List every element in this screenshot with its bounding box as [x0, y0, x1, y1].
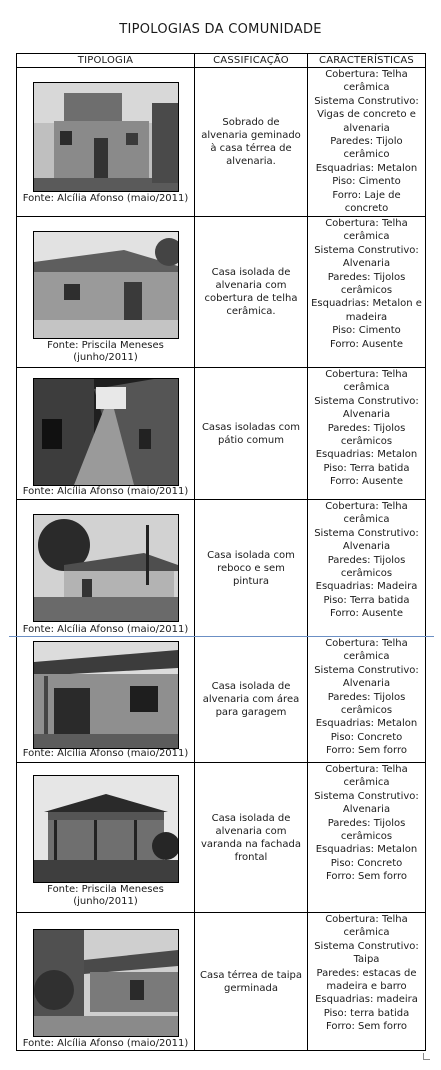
typology-cell	[17, 68, 195, 217]
typology-cell	[17, 637, 195, 763]
characteristic-line: cerâmicos	[340, 285, 393, 297]
characteristic-line: Forro: Ausente	[330, 338, 403, 350]
table-row	[17, 763, 426, 913]
characteristic-line: Piso: Terra batida	[323, 594, 410, 606]
characteristic-line: Forro: Sem forro	[325, 871, 407, 883]
characteristic-line: cerâmica	[343, 927, 390, 939]
classification-text: Casa térrea de taipa germinada	[200, 969, 302, 994]
typology-cell	[17, 500, 195, 637]
classification-text: Sobrado de alvenaria geminado à casa térrea de alvenaria.	[201, 117, 301, 167]
characteristic-line: Esquadrias: Metalon	[315, 162, 418, 174]
characteristic-line: cerâmicos	[340, 705, 393, 717]
header-tipologia: TIPOLOGIA	[17, 54, 195, 68]
characteristic-line: cerâmica	[343, 82, 390, 94]
classification-text: Casa isolada de alvenaria com varanda na fachada frontal	[200, 812, 301, 863]
characteristic-line: Alvenaria	[342, 678, 391, 690]
typology-cell	[17, 217, 195, 368]
characteristic-line: Forro: Sem forro	[325, 1021, 407, 1033]
table-row	[17, 68, 426, 217]
unplastered-house-photo	[33, 514, 179, 622]
characteristic-line: Cobertura: Telha	[325, 218, 408, 229]
classification-text: Casa isolada com reboco e sem pintura	[207, 549, 295, 587]
page-title: TIPOLOGIAS DA COMUNIDADE	[119, 22, 322, 37]
houses-shared-yard-photo	[33, 378, 179, 486]
house-with-garage-photo	[33, 641, 179, 749]
characteristic-line: Esquadrias: Metalon	[315, 718, 418, 730]
classification-cell	[195, 763, 308, 913]
characteristic-line: alvenaria	[343, 122, 390, 134]
characteristic-line: Forro: Ausente	[330, 608, 403, 620]
brick-house-tile-roof-photo	[33, 231, 179, 339]
classification-cell	[195, 68, 308, 217]
photo-source-caption: Fonte: Alcília Afonso (maio/2011)	[22, 486, 189, 497]
characteristic-line: Sistema Construtivo:	[314, 527, 419, 539]
two-storey-brick-house-photo	[33, 82, 179, 192]
characteristic-line: Paredes: Tijolos	[327, 554, 406, 566]
photo-source-caption: Fonte: Alcília Afonso (maio/2011)	[22, 748, 189, 759]
characteristic-line: cerâmicos	[340, 568, 393, 580]
table-header-row	[17, 54, 426, 68]
classification-text: Casa isolada de alvenaria com cobertura de telha cerâmica.	[204, 267, 298, 317]
typology-cell	[17, 763, 195, 913]
characteristic-line: Cobertura: Telha	[325, 914, 408, 925]
characteristic-line: cerâmicos	[340, 831, 393, 843]
characteristic-line: Cobertura: Telha	[325, 638, 408, 649]
characteristic-line: Alvenaria	[342, 409, 391, 421]
characteristic-line: Piso: Cimento	[332, 176, 401, 188]
table-row	[17, 500, 426, 637]
characteristic-line: Paredes: Tijolos	[327, 422, 406, 434]
characteristic-line: Alvenaria	[342, 541, 391, 553]
characteristic-line: Paredes: Tijolos	[327, 691, 406, 703]
characteristic-line: cerâmico	[343, 149, 390, 161]
classification-text: Casas isoladas com pátio comum	[201, 421, 301, 446]
characteristic-line: cerâmica	[343, 231, 390, 243]
characteristic-line: Piso: Concreto	[330, 731, 403, 743]
characteristic-line: Sistema Construtivo:	[314, 664, 419, 676]
characteristic-line: Piso: terra batida	[323, 1007, 410, 1019]
characteristic-line: Paredes: Tijolo	[330, 136, 403, 148]
photo-source-caption: Fonte: Priscila Meneses (junho/2011)	[47, 340, 164, 363]
classification-cell	[195, 500, 308, 637]
characteristic-line: Esquadrias: Metalon	[315, 449, 418, 461]
classification-cell	[195, 368, 308, 500]
characteristic-line: Cobertura: Telha	[325, 501, 408, 512]
typologies-table	[16, 53, 426, 1051]
characteristic-line: Piso: Concreto	[330, 857, 403, 869]
characteristic-line: Esquadrias: Metalon	[315, 844, 418, 856]
characteristics-cell	[308, 913, 426, 1051]
characteristic-line: cerâmica	[343, 777, 390, 789]
characteristic-line: Esquadrias: Madeira	[315, 581, 418, 593]
characteristics-cell	[308, 637, 426, 763]
characteristic-line: Forro: Sem forro	[325, 745, 407, 757]
characteristic-line: Piso: Terra batida	[323, 462, 410, 474]
table-row	[17, 913, 426, 1051]
classification-cell	[195, 217, 308, 368]
characteristic-line: cerâmica	[343, 651, 390, 663]
characteristic-line: Alvenaria	[342, 258, 391, 270]
characteristic-line: Forro: Laje de	[332, 189, 401, 201]
page-break-divider	[9, 636, 434, 637]
characteristics-cell	[308, 500, 426, 637]
characteristic-line: Paredes: estacas de	[316, 967, 417, 979]
characteristics-cell	[308, 217, 426, 368]
photo-source-caption: Fonte: Priscila Meneses (junho/2011)	[47, 884, 164, 907]
characteristic-line: Cobertura: Telha	[325, 69, 408, 80]
characteristic-line: Alvenaria	[342, 804, 391, 816]
characteristic-line: concreto	[344, 203, 389, 215]
characteristic-line: Taipa	[353, 954, 380, 966]
characteristic-line: Cobertura: Telha	[325, 369, 408, 380]
characteristic-line: Esquadrias: madeira	[315, 994, 418, 1006]
characteristic-line: madeira e barro	[326, 981, 407, 993]
characteristic-line: cerâmica	[343, 382, 390, 394]
page-corner-mark	[423, 1053, 430, 1060]
characteristic-line: Sistema Construtivo:	[314, 244, 419, 256]
photo-source-caption: Fonte: Alcília Afonso (maio/2011)	[22, 624, 189, 635]
house-front-veranda-photo	[33, 775, 179, 883]
photo-source-caption: Fonte: Alcília Afonso (maio/2011)	[22, 1038, 189, 1049]
characteristics-cell	[308, 763, 426, 913]
characteristic-line: Vigas de concreto e	[317, 109, 416, 121]
header-classificacao: CASSIFICAÇÃO	[195, 54, 308, 68]
table-row	[17, 368, 426, 500]
characteristic-line: Sistema Construtivo:	[314, 395, 419, 407]
characteristics-cell	[308, 368, 426, 500]
typology-cell	[17, 368, 195, 500]
characteristic-line: Forro: Ausente	[330, 476, 403, 488]
photo-source-caption: Fonte: Alcília Afonso (maio/2011)	[22, 193, 189, 204]
characteristic-line: Cobertura: Telha	[325, 764, 408, 775]
characteristic-line: Sistema Construtivo:	[314, 95, 419, 107]
header-caracteristicas: CARACTERÍSTICAS	[308, 54, 426, 68]
characteristic-line: Esquadrias: Metalon e	[311, 298, 422, 310]
characteristic-line: Paredes: Tijolos	[327, 271, 406, 283]
classification-cell	[195, 913, 308, 1051]
characteristic-line: cerâmicos	[340, 436, 393, 448]
taipa-house-photo	[33, 929, 179, 1037]
characteristic-line: madeira	[345, 311, 388, 323]
characteristic-line: Sistema Construtivo:	[314, 940, 419, 952]
typology-cell	[17, 913, 195, 1051]
characteristic-line: Sistema Construtivo:	[314, 790, 419, 802]
classification-text: Casa isolada de alvenaria com área para garagem	[202, 681, 300, 718]
characteristic-line: Paredes: Tijolos	[327, 817, 406, 829]
table-row	[17, 637, 426, 763]
characteristics-cell	[308, 68, 426, 217]
table-row	[17, 217, 426, 368]
characteristic-line: Piso: Cimento	[332, 325, 401, 337]
classification-cell	[195, 637, 308, 763]
characteristic-line: cerâmica	[343, 514, 390, 526]
